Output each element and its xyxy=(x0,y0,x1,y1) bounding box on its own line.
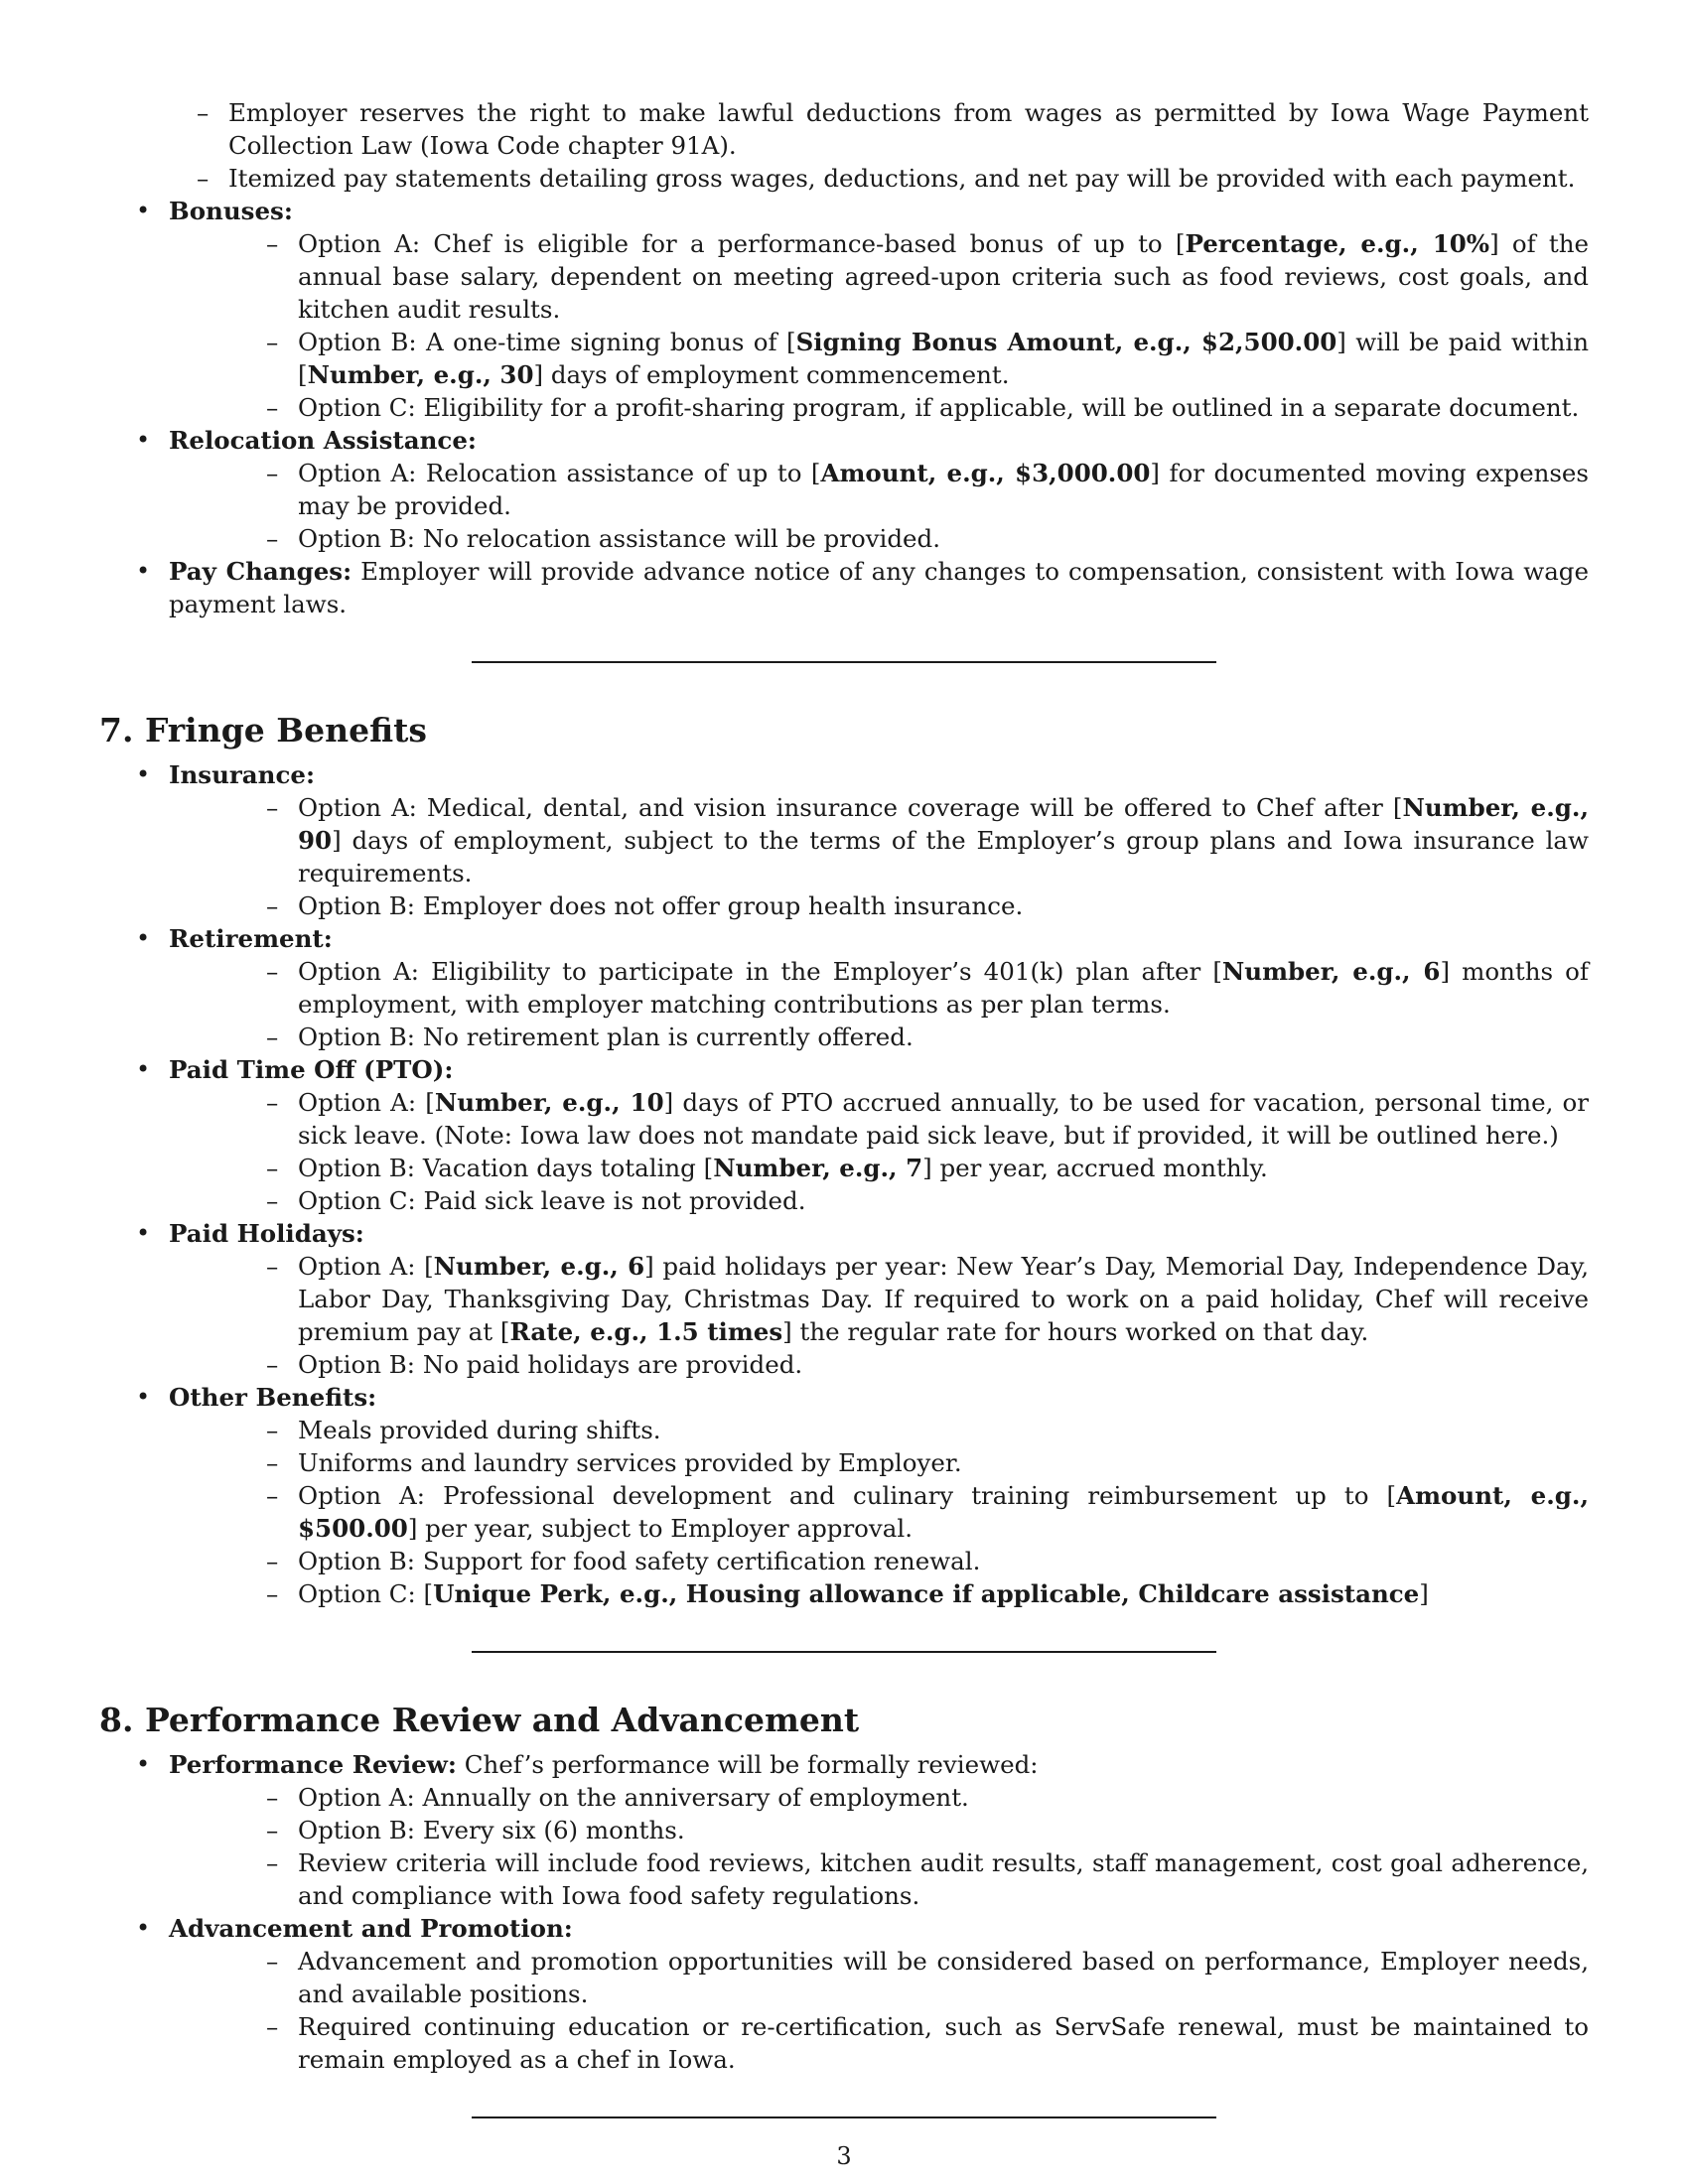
section-divider xyxy=(472,2116,1216,2118)
other-benefits-item: • Other Benefits: – Meals provided during shifts. – Uniforms and laundry services provided by Employer. – Option A: Professional development and culinary training reimbursement up to [Amount, e.g., $500.00] per year, subject to Employer approval. – Option B: Support for food safety certification renewal. – Option C: [Unique Perk, e.g., Housing allowance if applicable, Childcare assistance] xyxy=(99,1381,1589,1610)
list-item: – Option B: No paid holidays are provided. xyxy=(169,1348,1589,1381)
performance-review-item: • Performance Review: Chef’s performance will be formally reviewed: – Option A: Annually on the anniversary of employment. – Option B: Every six (6) months. – Review criteria will include food reviews, kitchen audit results, staff management, cost goal adherence, and compliance with Iowa food safety regulations. xyxy=(99,1748,1589,1912)
advancement-item: • Advancement and Promotion: – Advancement and promotion opportunities will be considered based on performance, Employer needs, and available positions. – Required continuing education or re-certification, such as ServSafe renewal, must be maintained to remain employed as a chef in Iowa. xyxy=(99,1912,1589,2076)
list-item: – Advancement and promotion opportunities will be considered based on performance, Employer needs, and available positions. xyxy=(169,1945,1589,2010)
list-item: – Option B: Support for food safety certification renewal. xyxy=(169,1545,1589,1577)
page-number: 3 xyxy=(836,2142,852,2170)
list-item: – Option B: No retirement plan is currently offered. xyxy=(169,1021,1589,1053)
list-item: – Employer reserves the right to make lawful deductions from wages as permitted by Iowa Wage Payment Collection Law (Iowa Code chapter 91A). xyxy=(99,96,1589,162)
list-item: – Option B: No relocation assistance will be provided. xyxy=(169,522,1589,555)
section-7-heading: 7. Fringe Benefits xyxy=(99,711,427,750)
list-item: – Option A: [Number, e.g., 10] days of PTO accrued annually, to be used for vacation, personal time, or sick leave. (Note: Iowa law does not mandate paid sick leave, but if provided, it will be outlined here.) xyxy=(169,1086,1589,1152)
list-item: – Required continuing education or re-certification, such as ServSafe renewal, must be maintained to remain employed as a chef in Iowa. xyxy=(169,2010,1589,2076)
retirement-item: • Retirement: – Option A: Eligibility to participate in the Employer’s 401(k) plan after [Number, e.g., 6] months of employment, with employer matching contributions as per plan terms. – Option B: No retirement plan is currently offered. xyxy=(99,922,1589,1053)
insurance-item: • Insurance: – Option A: Medical, dental, and vision insurance coverage will be offered to Chef after [Number, e.g., 90] days of employment, subject to the terms of the Employer’s group plans and Iowa insurance law requirements. – Option B: Employer does not offer group health insurance. xyxy=(99,758,1589,922)
list-item: – Uniforms and laundry services provided by Employer. xyxy=(169,1446,1589,1479)
list-item: – Option B: Vacation days totaling [Number, e.g., 7] per year, accrued monthly. xyxy=(169,1152,1589,1184)
pto-item: • Paid Time Off (PTO): – Option A: [Number, e.g., 10] days of PTO accrued annually, to be used for vacation, personal time, or sick leave. (Note: Iowa law does not mandate paid sick leave, but if provided, it will be outlined here.) – Option B: Vacation days totaling [Number, e.g., 7] per year, accrued monthly. – Option C: Paid sick leave is not provided. xyxy=(99,1053,1589,1217)
list-item: – Option A: [Number, e.g., 6] paid holidays per year: New Year’s Day, Memorial Day, Independence Day, Labor Day, Thanksgiving Day, Christmas Day. If required to work on a paid holiday, Chef will receive premium pay at [Rate, e.g., 1.5 times] the regular rate for hours worked on that day. xyxy=(169,1250,1589,1348)
list-item: – Option A: Chef is eligible for a performance-based bonus of up to [Percentage, e.g., 10%] of the annual base salary, dependent on meeting agreed-upon criteria such as food reviews, cost goals, and kitchen audit results. xyxy=(169,227,1589,326)
list-item: – Option A: Eligibility to participate in the Employer’s 401(k) plan after [Number, e.g., 6] months of employment, with employer matching contributions as per plan terms. xyxy=(169,955,1589,1021)
list-item: – Option C: [Unique Perk, e.g., Housing allowance if applicable, Childcare assistance] xyxy=(169,1577,1589,1610)
section-divider xyxy=(472,661,1216,663)
list-item: – Review criteria will include food reviews, kitchen audit results, staff management, cost goal adherence, and compliance with Iowa food safety regulations. xyxy=(169,1846,1589,1912)
pay-deductions-list xyxy=(99,96,1589,195)
bonuses-item xyxy=(99,195,1589,424)
section-8-heading: 8. Performance Review and Advancement xyxy=(99,1701,860,1739)
relocation-item xyxy=(99,424,1589,555)
list-item: – Option B: Every six (6) months. xyxy=(169,1814,1589,1846)
list-item: – Option B: Employer does not offer group health insurance. xyxy=(169,889,1589,922)
pay-changes-label: Pay Changes: xyxy=(169,557,352,586)
list-item: – Option A: Professional development and culinary training reimbursement up to [Amount, e.g., $500.00] per year, subject to Employer approval. xyxy=(169,1479,1589,1545)
compensation-list xyxy=(99,195,1589,620)
fringe-benefits-list xyxy=(99,758,1589,1610)
holidays-item: • Paid Holidays: – Option A: [Number, e.g., 6] paid holidays per year: New Year’s Day, Memorial Day, Independence Day, Labor Day, Thanksgiving Day, Christmas Day. If required to work on a paid holiday, Chef will receive premium pay at [Rate, e.g., 1.5 times] the regular rate for hours worked on that day. – Option B: No paid holidays are provided. xyxy=(99,1217,1589,1381)
pay-changes-item: • Pay Changes: Employer will provide advance notice of any changes to compensation, consistent with Iowa wage payment laws. xyxy=(99,555,1589,620)
list-item: – Option A: Annually on the anniversary of employment. xyxy=(169,1781,1589,1814)
list-item: – Meals provided during shifts. xyxy=(169,1414,1589,1446)
bonuses-label: Bonuses: xyxy=(169,197,293,225)
list-item: – Option A: Relocation assistance of up to [Amount, e.g., $3,000.00] for documented moving expenses may be provided. xyxy=(169,457,1589,522)
list-item: – Option B: A one-time signing bonus of [Signing Bonus Amount, e.g., $2,500.00] will be paid within [Number, e.g., 30] days of employment commencement. xyxy=(169,326,1589,391)
relocation-label: Relocation Assistance: xyxy=(169,426,477,455)
document-page xyxy=(99,96,1589,2118)
list-item: – Itemized pay statements detailing gross wages, deductions, and net pay will be provided with each payment. xyxy=(99,162,1589,195)
list-item: – Option C: Paid sick leave is not provided. xyxy=(169,1184,1589,1217)
section-divider xyxy=(472,1651,1216,1653)
list-item: – Option C: Eligibility for a profit-sharing program, if applicable, will be outlined in a separate document. xyxy=(169,391,1589,424)
list-item: – Option A: Medical, dental, and vision insurance coverage will be offered to Chef after [Number, e.g., 90] days of employment, subject to the terms of the Employer’s group plans and Iowa insurance law requirements. xyxy=(169,791,1589,889)
performance-list xyxy=(99,1748,1589,2076)
